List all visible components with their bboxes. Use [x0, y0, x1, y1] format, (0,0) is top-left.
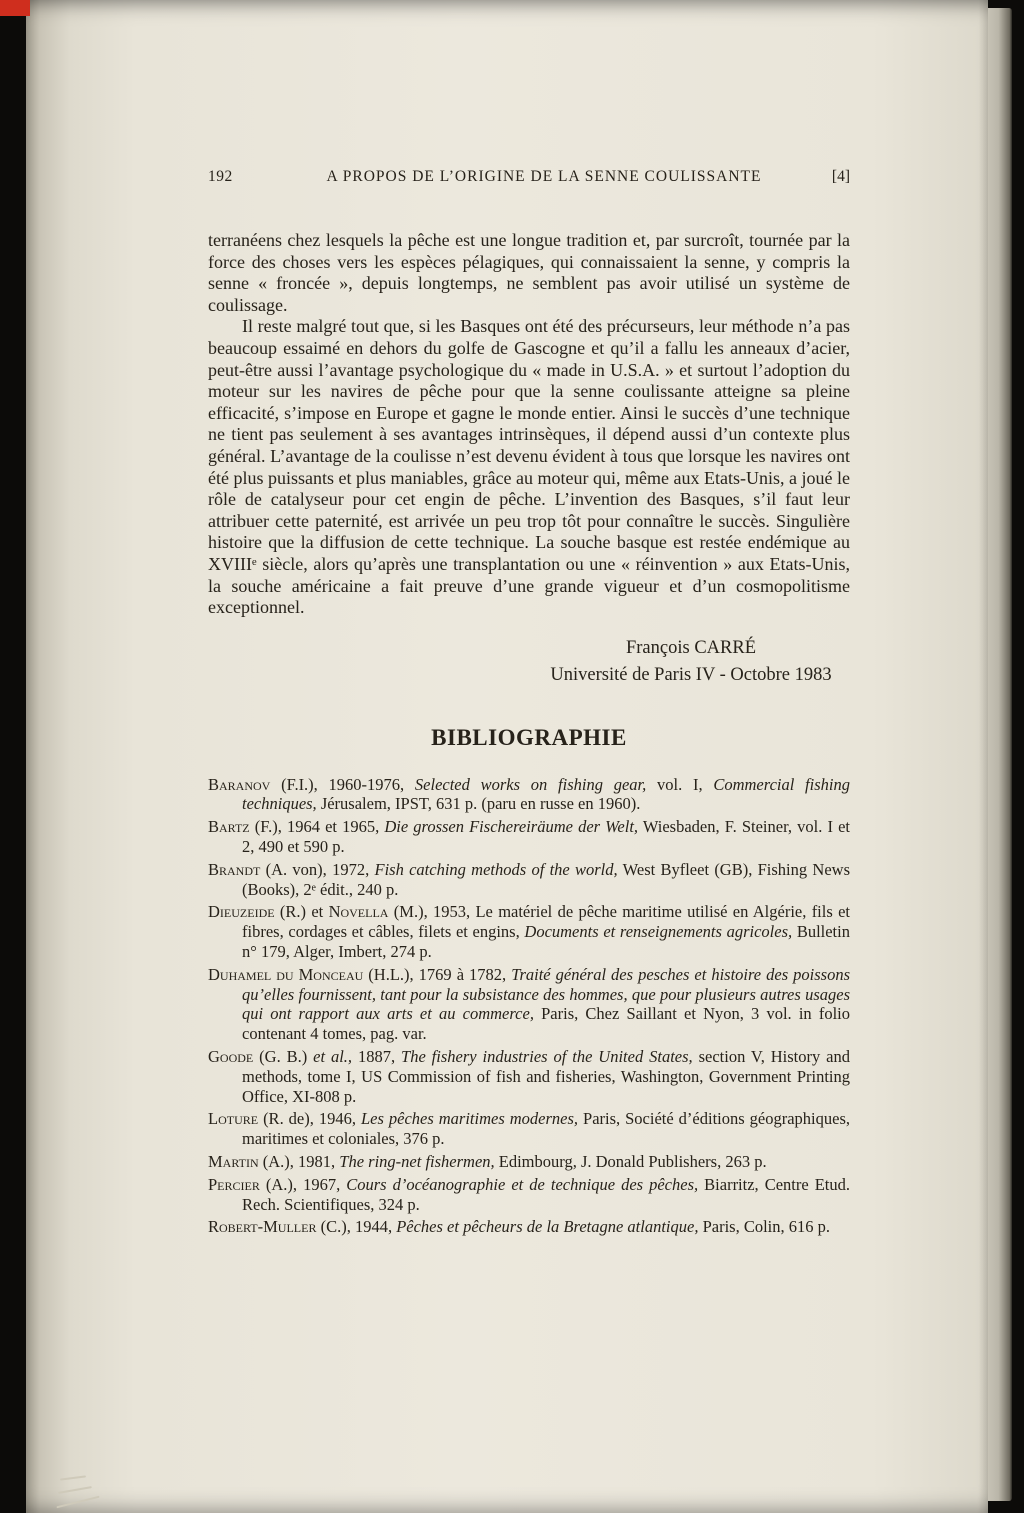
entry-text: West Byfleet (GB), Fishing News (Books), 2ᵉ édit., 240 p.: [242, 859, 850, 899]
entry-text: section V, History and methods, tome I, US Commission of fish and fisheries, Washington, Government Printing Office, XI-808 p.: [242, 1047, 850, 1106]
work-title: Commercial fishing techniques,: [242, 774, 850, 814]
book-page: [26, 0, 988, 1513]
entry-text: (A. von), 1972,: [260, 859, 375, 879]
entry-text: vol. I,: [646, 774, 714, 794]
author-name: Robert-Muller: [208, 1217, 317, 1237]
entry-text: (M.), 1953, Le matériel de pêche maritime utilisé en Algérie, fils et fibres, cordages et câbles, filets et engins,: [242, 902, 851, 942]
work-title: The ring-net fishermen,: [339, 1152, 495, 1172]
author-name: Bartz: [208, 817, 250, 837]
page-stack-line: [58, 1486, 92, 1494]
entry-text: (F.), 1964 et 1965,: [249, 817, 385, 837]
page-number: 192: [208, 168, 233, 185]
entry-text: Paris, Société d’éditions géographiques, maritimes et coloniales, 376 p.: [242, 1109, 851, 1149]
paragraph: Il reste malgré tout que, si les Basques ont été des précurseurs, leur méthode n’a pas beaucoup essaimé en dehors du golfe de Gascogne et qu’il a fallu les anneaux d’acier, peut-être aussi l’avantage psychologique du « made in U.S.A. » et surtout l’adoption du moteur sur les navires de pêche pour que la senne coulissante atteigne sa pleine efficacité, s’impose en Europe et gagne le monde entier. Ainsi le succès d’une technique ne tient pas seulement à ses avantages intrinsèques, il dépend aussi d’un contexte plus général. L’avantage de la coulisse n’est devenu évident à tous que lorsque les navires ont été plus puissants et plus maniables, grâce au moteur qui, même aux Etats-Unis, a joué le rôle de catalyseur pour cet engin de pêche. L’invention des Basques, s’il faut leur attribuer cette paternité, est arrivée un peu trop tôt pour connaître le succès. Singulière histoire que la diffusion de cette technique. La souche basque est restée endémique au XVIIIᵉ siècle, alors qu’après une transplantation ou une « réinvention » aux Etats-Unis, la souche américaine a fait preuve d’une grande vigueur et d’un cosmopolitisme exceptionnel.: [208, 316, 850, 618]
entry-text: (F.I.), 1960-1976,: [270, 774, 415, 794]
work-title: Fish catching methods of the world,: [374, 859, 618, 879]
work-title: Pêches et pêcheurs de la Bretagne atlantique,: [396, 1217, 699, 1237]
page-stack-line: [56, 1496, 99, 1509]
author-name: Baranov: [208, 774, 271, 794]
bibliography-entry: [208, 965, 850, 1044]
entry-text: Jérusalem, IPST, 631 p. (paru en russe en 1960).: [316, 794, 641, 814]
bibliography-entry: [208, 1217, 850, 1237]
work-title: Traité général des pesches et histoire des poissons qu’elles fournissent, tant pour la subsistance des hommes, que pour plusieurs autres usages qui ont rapport aux arts et au commerce,: [242, 964, 850, 1024]
author-name: Dieuzeide: [208, 902, 275, 922]
signature-author: François CARRÉ: [625, 637, 756, 658]
body-paragraphs: [208, 230, 850, 619]
entry-text: (R. de), 1946,: [258, 1109, 361, 1129]
entry-text: Paris, Colin, 616 p.: [698, 1217, 831, 1237]
signature-affiliation: Université de Paris IV - Octobre 1983: [550, 664, 832, 685]
running-head: [208, 168, 850, 188]
entry-text: (C.), 1944,: [316, 1217, 397, 1237]
entry-text: (A.), 1967,: [259, 1174, 347, 1194]
bibliography-entry: [208, 1152, 850, 1172]
entry-text: (H.L.), 1769 à 1782,: [363, 964, 512, 984]
author-name: Brandt: [208, 859, 261, 879]
work-title: Documents et renseignements agricoles,: [524, 922, 793, 942]
folio-mark: [4]: [831, 168, 850, 185]
work-title: Die grossen Fischereiräume der Welt,: [384, 817, 639, 837]
author-name: Duhamel du Monceau: [208, 964, 364, 984]
author-name: Percier: [208, 1174, 260, 1194]
bibliography-heading: BIBLIOGRAPHIE: [431, 724, 627, 750]
bibliography-entry: [208, 1047, 850, 1106]
author-name: Martin: [208, 1152, 259, 1172]
entry-text: 1887,: [352, 1047, 402, 1067]
author-name: Loture: [208, 1109, 259, 1129]
entry-text: Bulletin n° 179, Alger, Imbert, 274 p.: [242, 922, 850, 962]
work-title: Selected works on fishing gear,: [414, 774, 647, 794]
bibliography-entry: [208, 902, 850, 961]
entry-text: (G. B.): [253, 1047, 314, 1067]
entry-text: Paris, Chez Saillant et Nyon, 3 vol. in folio contenant 4 tomes, pag. var.: [242, 1004, 851, 1044]
page-content: [208, 0, 850, 1240]
bibliography-entry: [208, 817, 850, 857]
red-corner-mark: [0, 0, 30, 16]
bibliography-entry: [208, 1109, 850, 1149]
paragraph: terranéens chez lesquels la pêche est une longue tradition et, par surcroît, tournée par la force des choses vers les espèces pélagiques, qui connaissaient la senne, y compris la senne « froncée », depuis longtemps, ne semblent pas avoir utilisé un système de coulissage.: [208, 230, 850, 315]
entry-text: (R.) et: [274, 902, 329, 922]
bibliography-entry: [208, 775, 850, 815]
entry-text: (A.), 1981,: [258, 1152, 340, 1172]
work-title: Cours d’océanographie et de technique des pêches,: [346, 1174, 699, 1194]
author-name: Novella: [328, 902, 389, 922]
work-title: Les pêches maritimes modernes,: [360, 1109, 579, 1129]
signature-block: [532, 635, 850, 689]
work-title: The fishery industries of the United States,: [401, 1047, 693, 1067]
bibliography-entry: [208, 1175, 850, 1215]
bibliography-entries: [208, 775, 850, 1238]
bibliography-entry: [208, 860, 850, 900]
page-stack-line: [60, 1475, 86, 1480]
entry-text: Wiesbaden, F. Steiner, vol. I et 2, 490 et 590 p.: [242, 817, 850, 857]
running-title: A PROPOS DE L’ORIGINE DE LA SENNE COULISSANTE: [326, 168, 762, 185]
entry-text: Biarritz, Centre Etud. Rech. Scientifiques, 324 p.: [242, 1174, 851, 1214]
work-title: et al.,: [313, 1047, 353, 1067]
author-name: Goode: [208, 1047, 254, 1067]
entry-text: Edimbourg, J. Donald Publishers, 263 p.: [494, 1152, 767, 1172]
